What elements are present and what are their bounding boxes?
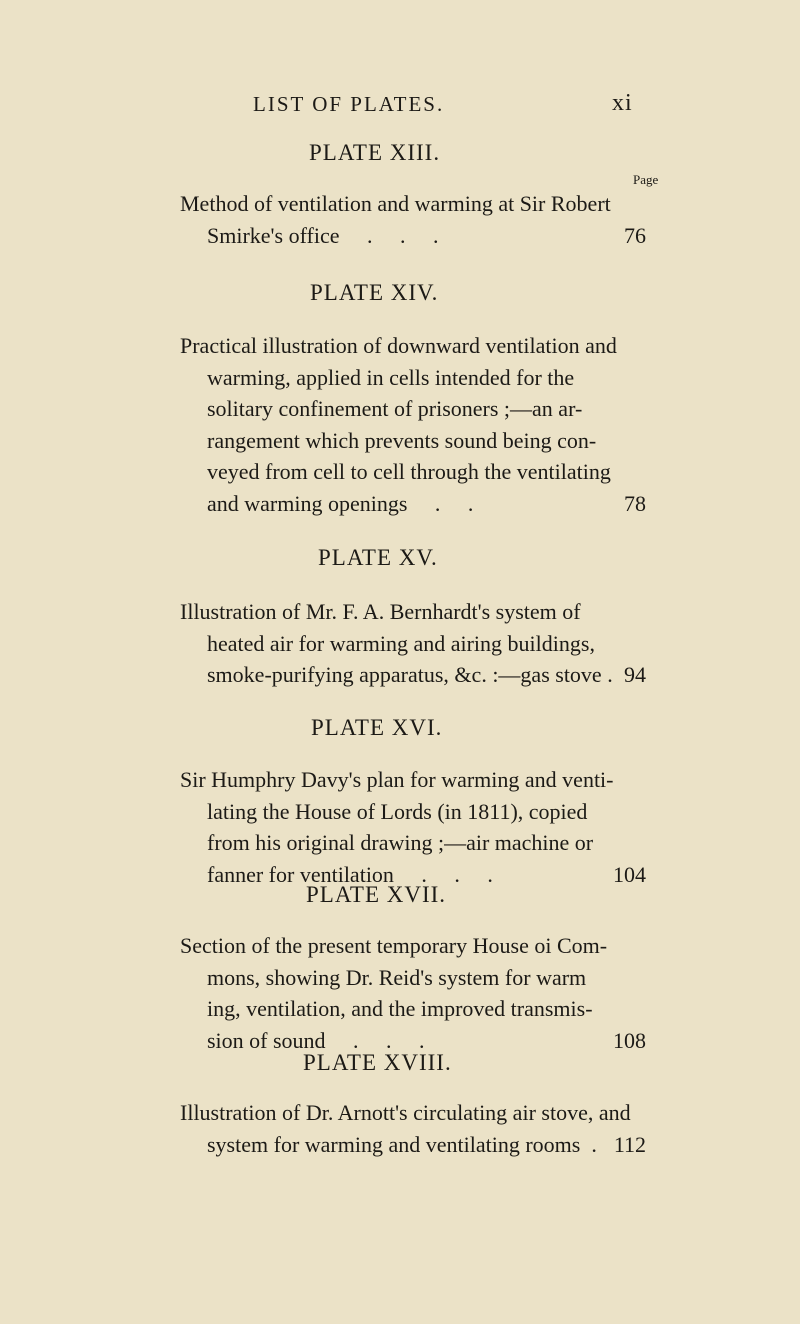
entry-line: rangement which prevents sound being con- bbox=[207, 427, 597, 453]
page-column-label: Page bbox=[633, 172, 659, 187]
entry-page-number: 76 bbox=[624, 222, 646, 248]
entry-page-number: 108 bbox=[613, 1027, 646, 1053]
entry-line: Section of the present temporary House oi Com- bbox=[180, 933, 608, 958]
entry-line-text: fanner for ventilation . . . bbox=[207, 861, 493, 887]
running-head-title: LIST OF PLATES. bbox=[253, 92, 445, 116]
plate-entry bbox=[180, 1097, 646, 1160]
entry-line-text: system for warming and ventilating rooms . bbox=[207, 1131, 597, 1157]
entry-line-last bbox=[180, 1129, 646, 1161]
entry-line: Illustration of Mr. F. A. Bernhardt's system of bbox=[180, 599, 581, 624]
entry-line-text: sion of sound . . . bbox=[207, 1027, 425, 1053]
plate-heading: PLATE XV. bbox=[318, 545, 438, 570]
entry-page-number: 94 bbox=[624, 662, 646, 688]
entry-line-text: Smirke's office . . . bbox=[207, 222, 439, 248]
entry-line-last bbox=[180, 488, 646, 520]
entry-page-number: 104 bbox=[613, 861, 646, 887]
plate-entry bbox=[180, 330, 646, 520]
plate-heading: PLATE XIII. bbox=[309, 140, 441, 165]
entry-line-last bbox=[180, 659, 646, 691]
entry-line-last bbox=[180, 220, 646, 252]
plate-heading: PLATE XVI. bbox=[311, 715, 443, 740]
entry-page-number: 78 bbox=[624, 490, 646, 516]
plate-heading: PLATE XVIII. bbox=[303, 1050, 452, 1075]
entry-page-number: 112 bbox=[613, 1131, 646, 1157]
entry-line: warming, applied in cells intended for the bbox=[207, 364, 575, 390]
entry-line: Practical illustration of downward ventilation and bbox=[180, 333, 617, 358]
entry-line: Method of ventilation and warming at Sir Robert bbox=[180, 191, 611, 216]
entry-line-text: and warming openings . . bbox=[207, 490, 474, 516]
plate-entry bbox=[180, 596, 646, 691]
entry-line: heated air for warming and airing buildings, bbox=[207, 630, 595, 656]
entry-line: solitary confinement of prisoners ;—an ar- bbox=[207, 396, 583, 422]
entry-line: veyed from cell to cell through the ventilating bbox=[207, 459, 611, 485]
plate-heading: PLATE XVII. bbox=[306, 882, 447, 907]
entry-line: from his original drawing ;—air machine or bbox=[207, 830, 594, 856]
plate-entry bbox=[180, 930, 646, 1056]
entry-line: Illustration of Dr. Arnott's circulating air stove, and bbox=[180, 1100, 631, 1125]
plate-entry bbox=[180, 188, 646, 251]
plate-entry bbox=[180, 764, 646, 890]
plate-heading: PLATE XIV. bbox=[310, 280, 439, 305]
entry-line: ing, ventilation, and the improved transmis- bbox=[207, 996, 593, 1022]
entry-line: lating the House of Lords (in 1811), copied bbox=[207, 798, 588, 824]
running-head-page-number: xi bbox=[612, 90, 633, 116]
entry-line: Sir Humphry Davy's plan for warming and venti- bbox=[180, 767, 614, 792]
running-head bbox=[0, 92, 800, 122]
entry-line: mons, showing Dr. Reid's system for warm bbox=[207, 964, 587, 990]
entry-line-text: smoke-purifying apparatus, &c. :—gas stove . bbox=[207, 662, 613, 688]
